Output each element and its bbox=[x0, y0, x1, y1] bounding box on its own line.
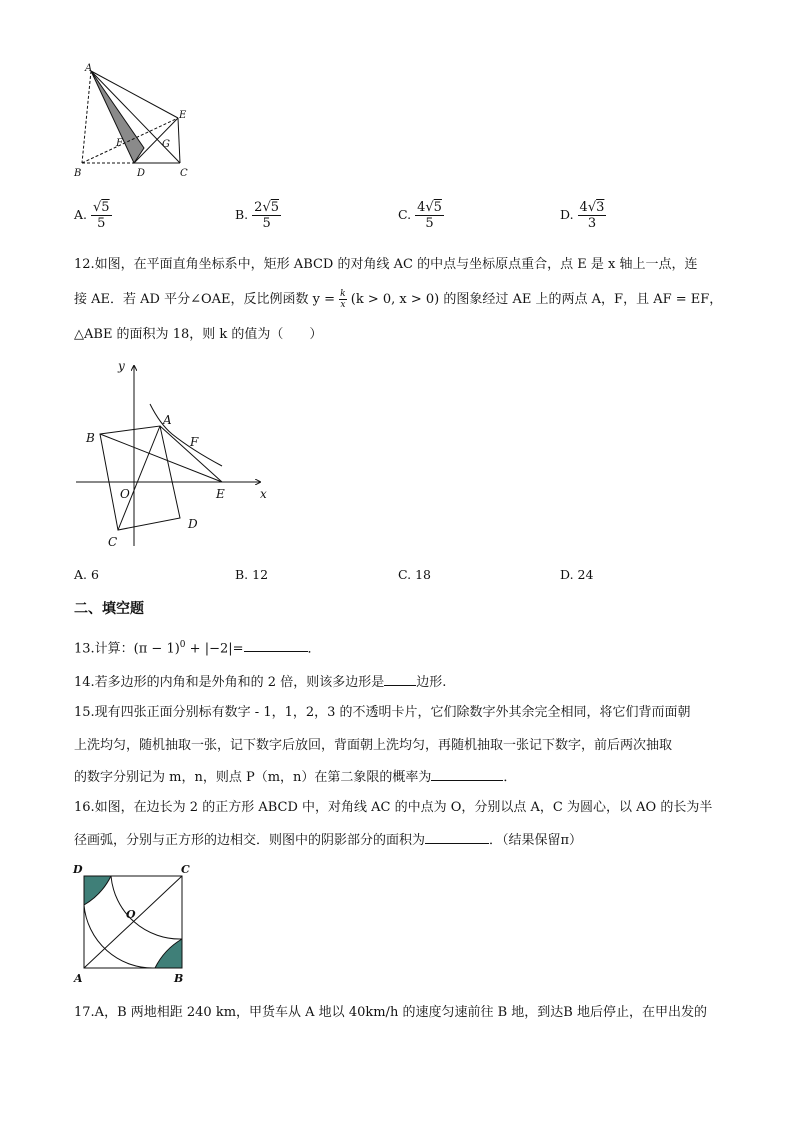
q13-answer-blank[interactable] bbox=[244, 637, 308, 652]
q12-label-x: x bbox=[260, 487, 267, 501]
q12-label-C: C bbox=[108, 535, 118, 549]
q11-label-E: E bbox=[179, 110, 187, 121]
q11-figure bbox=[70, 62, 200, 184]
q11-option-c-label: C. bbox=[398, 207, 412, 222]
q12-hyperbola bbox=[150, 404, 222, 466]
q11-option-d-frac: $\frac{4√3}{3}$ bbox=[579, 200, 605, 231]
q12-option-b[interactable]: B. 12 bbox=[235, 567, 269, 582]
q12-line3: △ABE 的面积为 18，则 k 的值为（ ） bbox=[74, 327, 323, 342]
q12-label-B: B bbox=[86, 431, 95, 445]
q12-rectangle bbox=[100, 426, 180, 530]
q11-label-G: G bbox=[162, 139, 170, 150]
q12-figure bbox=[72, 356, 282, 556]
q12-label-F: F bbox=[190, 435, 199, 449]
q11-option-b[interactable] bbox=[235, 200, 281, 231]
q12-label-D: D bbox=[188, 517, 198, 531]
q11-option-c-frac: $\frac{4√5}{5}$ bbox=[417, 200, 442, 231]
q11-option-b-label: B. bbox=[235, 207, 249, 222]
q16-shaded-region-top-left bbox=[84, 876, 111, 905]
q16-shaded-region-bottom-right bbox=[155, 939, 182, 968]
q12-label-y: y bbox=[118, 359, 125, 373]
q11-option-d-label: D. bbox=[560, 207, 574, 222]
q12-option-d[interactable]: D. 24 bbox=[560, 567, 594, 582]
q11-option-a-label: A. bbox=[74, 207, 88, 222]
q16-label-D: D bbox=[73, 863, 83, 876]
q11-option-b-frac: $\frac{2√5}{5}$ bbox=[254, 200, 280, 231]
q14-line: 14.若多边形的内角和是外角和的 2 倍，则该多边形是 边形. bbox=[74, 671, 446, 692]
q12-seg-BE bbox=[100, 434, 222, 482]
q11-label-D: D bbox=[137, 168, 146, 179]
q15-line2: 上洗均匀，随机抽取一张，记下数字后放回，背面朝上洗均匀，再随机抽取一张记下数字，前后两次抽取 bbox=[74, 738, 673, 753]
q15-line3: 的数字分别记为 m，n，则点 P（m，n）在第二象限的概率为 ． bbox=[74, 766, 516, 787]
q12-label-O: O bbox=[120, 487, 130, 501]
q11-option-c[interactable] bbox=[398, 200, 444, 231]
q11-label-F: F bbox=[116, 138, 123, 149]
q11-option-d[interactable] bbox=[560, 200, 606, 231]
q12-option-c[interactable]: C. 18 bbox=[398, 567, 431, 582]
q12-label-E: E bbox=[216, 487, 225, 501]
q12-line2: 接 AE．若 AD 平分∠OAE，反比例函数 y = $\frac{k}{x}$ (k > 0, x > 0) 的图象经过 AE 上的两点 A，F，且 AF = EF， bbox=[74, 289, 723, 310]
q13-line: 13.计算：$(\pi - 1)^0 + |-2|=$ ． bbox=[74, 636, 321, 658]
q11-label-B: B bbox=[74, 168, 82, 179]
q16-line2: 径画弧，分别与正方形的边相交．则图中的阴影部分的面积为 ．（结果保留π） bbox=[74, 829, 582, 850]
q11-label-C: C bbox=[180, 168, 188, 179]
q11-label-A: A bbox=[85, 63, 93, 74]
q11-seg-AB bbox=[82, 71, 91, 163]
q12-line1: 12.如图，在平面直角坐标系中，矩形 ABCD 的对角线 AC 的中点与坐标原点重合，点 E 是 x 轴上一点，连 bbox=[74, 257, 698, 272]
q16-label-C: C bbox=[181, 863, 190, 876]
q12-label-A: A bbox=[163, 413, 172, 427]
q16-label-A: A bbox=[74, 972, 83, 984]
q15-answer-blank[interactable] bbox=[431, 766, 503, 781]
q12-frac: $\frac{k}{x}$ bbox=[340, 289, 346, 310]
q12-option-a[interactable]: A. 6 bbox=[74, 567, 99, 582]
q16-label-O: O bbox=[126, 908, 136, 921]
q11-seg-EC bbox=[178, 118, 180, 163]
section-title-fill-in: 二、填空题 bbox=[74, 601, 144, 617]
q16-label-B: B bbox=[174, 972, 184, 984]
q16-figure bbox=[68, 860, 198, 984]
q16-line1: 16.如图，在边长为 2 的正方形 ABCD 中，对角线 AC 的中点为 O，分别以点 A，C 为圆心，以 AO 的长为半 bbox=[74, 800, 713, 815]
q11-option-a-frac: $\frac{√5}{5}$ bbox=[93, 200, 110, 231]
q15-line1: 15.现有四张正面分别标有数字 - 1，1，2，3 的不透明卡片，它们除数字外其余完全相同，将它们背而面朝 bbox=[74, 705, 691, 720]
q11-seg-ED bbox=[134, 118, 178, 163]
q17-line1: 17.A，B 两地相距 240 km，甲货车从 A 地以 40km/h 的速度匀速前往 B 地，到达B 地后停止，在甲出发的 bbox=[74, 1005, 707, 1020]
q12-diagonal-AC bbox=[118, 426, 160, 530]
q16-answer-blank[interactable] bbox=[425, 829, 489, 844]
q11-option-a[interactable] bbox=[74, 200, 112, 231]
q14-answer-blank[interactable] bbox=[384, 671, 416, 686]
